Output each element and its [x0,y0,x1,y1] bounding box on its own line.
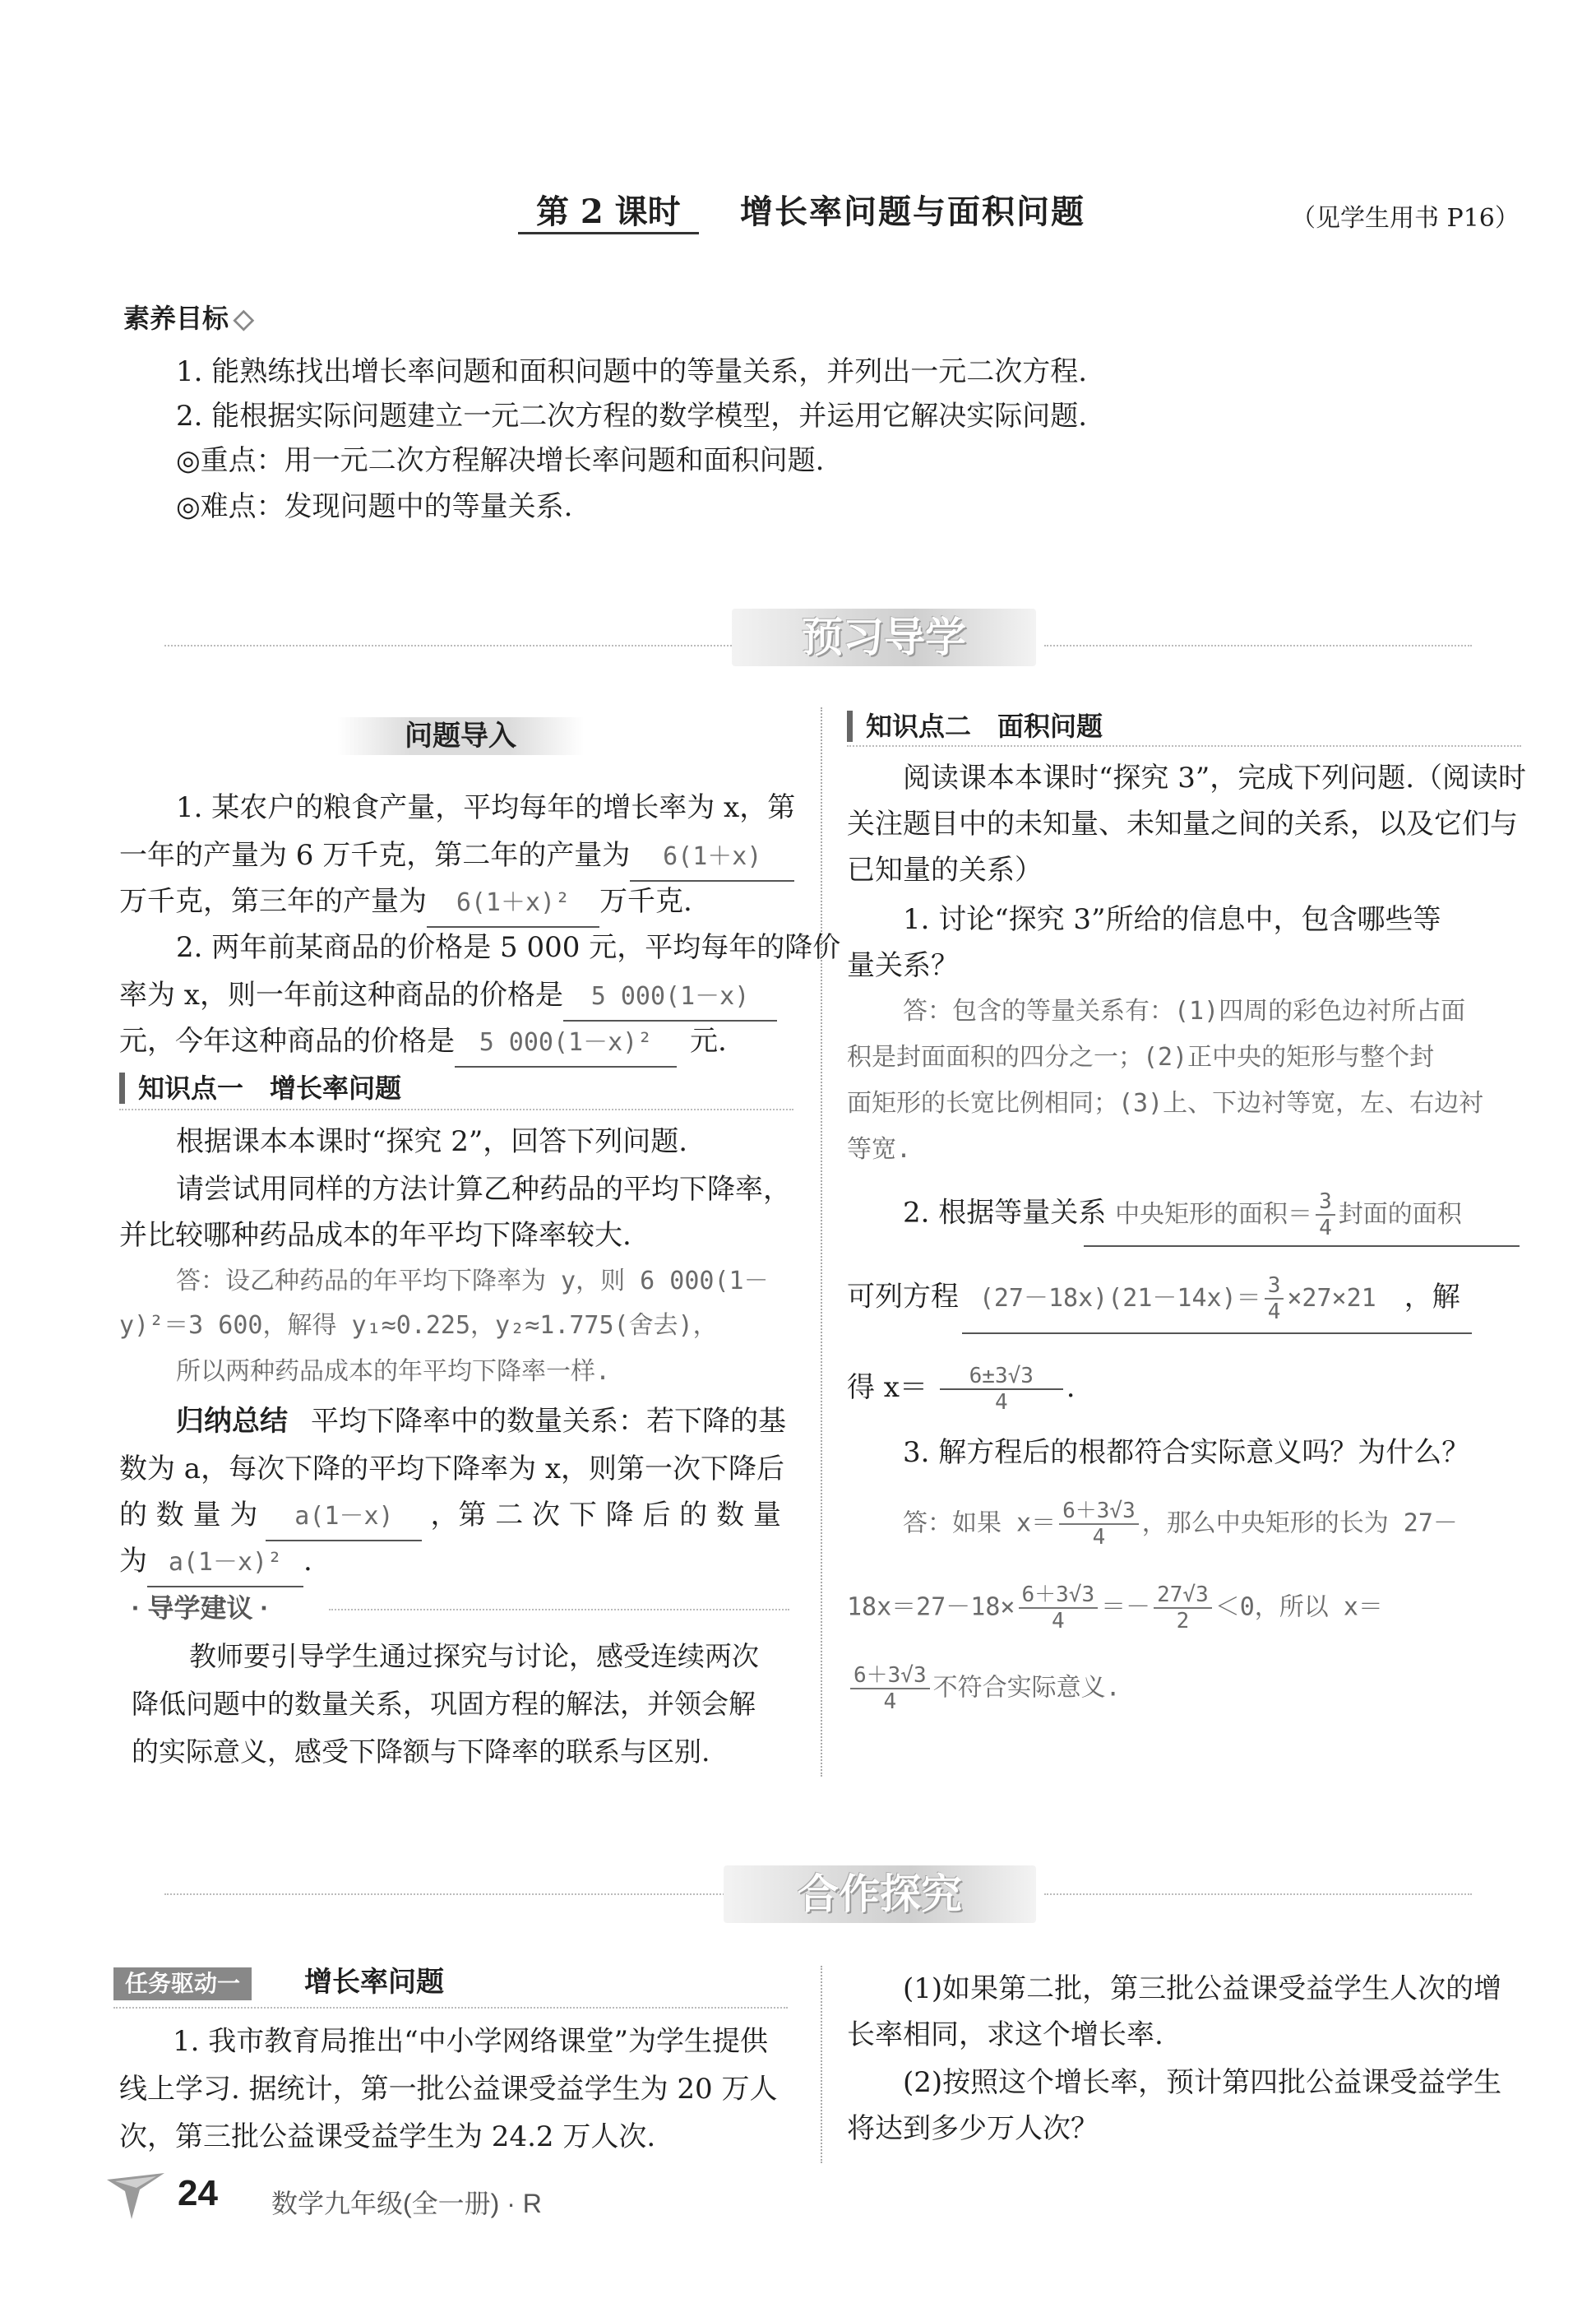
fraction-three-quarters-2: $\frac{3}{4}$ [1265,1273,1284,1324]
banner2-rule-right [1044,1893,1472,1895]
student-book-ref: （见学生用书 P16） [1291,204,1520,233]
kp2-a3-line3: $\frac{6+3√3}{4}$ 不符合实际意义. [847,1663,1121,1714]
column-divider [821,707,822,1777]
preview-banner: 预习导学 [732,609,1036,666]
q1-line2: 一年的产量为 6 万千克，第二年的产量为 6(1＋x) [119,832,794,882]
book-title: 数学九年级(全一册) · R [271,2189,542,2218]
kp2-q2-rule [1084,1245,1520,1247]
kp2-q2-line3: 得 x＝ $\frac{6\pm 3√3}{4}$ . [847,1364,1076,1415]
task-line1: 1. 我市教育局推出“中小学网络课堂”为学生提供 [173,2025,769,2058]
kp2-q1a: 1. 讨论“探究 3”所给的信息中，包含哪些等 [903,903,1441,936]
summary-line3: 的 数 量 为 a(1－x) ，第 二 次 下 降 后 的 数 量 [119,1492,781,1541]
kp1-para2a: 请尝试用同样的方法计算乙种药品的平均下降率， [176,1173,791,1206]
guide-line1: 教师要引导学生通过探究与讨论，感受连续两次 [189,1640,759,1672]
guide-line3: 的实际意义，感受下降额与下降率的联系与区别. [132,1735,710,1768]
kp2-a1a: 答：包含的等量关系有：(1)四周的彩色边衬所占面 [903,997,1466,1026]
fraction-root-3: $\frac{27√3}{2}$ [1154,1582,1212,1633]
kp2-q2-line1: 2. 根据等量关系 中央矩形的面积＝ $\frac{3}{4}$ 封面的面积 [903,1189,1462,1240]
q2-line1: 2. 两年前某商品的价格是 5 000 元，平均每年的降价 [176,931,841,964]
banner-rule-right [1044,645,1472,646]
arrow-icon: ◇ [234,304,254,333]
banner2-rule-left [164,1893,740,1895]
task-right-line1: (1)如果第二批，第三批公益课受益学生人次的增 [903,1972,1502,2005]
summary-answer-1: a(1－x) [266,1494,422,1541]
kp2-a3-line1: 答：如果 x＝ $\frac{6+3√3}{4}$ ，那么中央矩形的长为 27－ [903,1499,1458,1550]
kp2-q3: 3. 解方程后的根都符合实际意义吗？为什么？ [903,1436,1470,1469]
kp2-a1c: 面矩形的长宽比例相同；(3)上、下边衬等宽，左、右边衬 [847,1089,1484,1118]
task-line2: 线上学习. 据统计，第一批公益课受益学生为 20 万人 [119,2073,778,2106]
summary-label: 归纳总结 [176,1406,288,1437]
summary-answer-2: a(1－x)² [147,1540,303,1587]
goals-heading: 素养目标 ◇ [123,304,254,333]
kp1-para1: 根据课本本课时“探究 2”，回答下列问题. [176,1125,688,1158]
q2-line3: 元，今年这种商品的价格是 5 000(1－x)² 元. [119,1018,727,1068]
q1-answer-1: 6(1＋x) [630,834,794,882]
lesson-title: 增长率问题与面积问题 [740,192,1085,231]
task-column-divider [821,1966,822,2163]
lesson-number: 第 2 课时 [536,192,681,231]
goal-item-2: 2. 能根据实际问题建立一元二次方程的数学模型，并运用它解决实际问题. [176,400,1088,433]
goal-item-1: 1. 能熟练找出增长率问题和面积问题中的等量关系，并列出一元二次方程. [176,355,1088,388]
guide-label: · 导学建议 · [132,1593,270,1623]
banner-rule-left [164,645,732,646]
fraction-three-quarters: $\frac{3}{4}$ [1316,1189,1335,1240]
task-tag: 任务驱动一 [113,1967,252,2000]
fraction-root-2: $\frac{6+3√3}{4}$ [1019,1582,1099,1633]
kp2-a3-line2: 18x＝27－18× $\frac{6+3√3}{4}$ ＝－ $\frac{27√3}{2}$ ＜0，所以 x＝ [847,1582,1383,1633]
fraction-root-4: $\frac{6+3√3}{4}$ [850,1663,930,1714]
footer-corner-icon [107,2173,164,2219]
q1-line1: 1. 某农户的粮食产量，平均每年的增长率为 x，第 [176,791,796,824]
kp1-answer-1: 答：设乙种药品的年平均下降率为 y，则 6 000(1－ [176,1267,769,1295]
knowledge-point-2: 知识点二 面积问题 [847,711,1491,742]
q1-answer-2: 6(1＋x)² [427,880,599,928]
goal-key: ◎重点：用一元二次方程解决增长率问题和面积问题. [176,444,825,477]
kp2-q2-equation: (27－18x)(21－14x)＝ $\frac{3}{4}$ ×27×21 [978,1273,1376,1324]
kp2-q2-relation: 中央矩形的面积＝ $\frac{3}{4}$ 封面的面积 [1115,1189,1462,1240]
guide-line2: 降低问题中的数量关系，巩固方程的解法，并领会解 [132,1688,756,1720]
task-rule [113,2007,788,2009]
kp2-para-c: 已知量的关系） [847,854,1043,887]
fraction-root-1: $\frac{6+3√3}{4}$ [1059,1499,1139,1550]
lesson-header [518,183,1143,235]
task-right-line4: 将达到多少万人次？ [847,2112,1099,2145]
q2-answer-1: 5 000(1－x) [563,974,777,1022]
guide-rule [329,1609,789,1610]
q2-answer-2: 5 000(1－x)² [455,1020,677,1068]
kp1-answer-3: 所以两种药品成本的年平均下降率一样. [176,1357,611,1386]
summary-line4: 为 a(1－x)² . [119,1538,312,1587]
kp1-answer-2: y)²＝3 600，解得 y₁≈0.225，y₂≈1.775(舍去)， [119,1311,718,1340]
task-title: 增长率问题 [304,1967,444,1998]
goal-difficulty: ◎难点：发现问题中的等量关系. [176,490,573,523]
kp2-para-b: 关注题目中的未知量、未知量之间的关系，以及它们与 [847,808,1518,841]
page-number: 24 [178,2173,218,2213]
kp2-rule [847,745,1521,747]
intro-heading: 问题导入 [337,717,584,755]
task-right-line2: 长率相同，求这个增长率. [847,2018,1163,2051]
task-line3: 次，第三批公益课受益学生为 24.2 万人次. [119,2120,656,2153]
kp2-para-a: 阅读课本本课时“探究 3”，完成下列问题.（阅读时 [903,762,1527,795]
cooperate-banner: 合作探究 [724,1865,1036,1923]
summary-line2: 数为 a，每次下降的平均下降率为 x，则第一次下降后 [119,1453,785,1485]
kp2-q1b: 量关系？ [847,949,959,982]
q1-line3: 万千克，第三年的产量为 6(1＋x)² 万千克. [119,878,692,928]
kp2-a1b: 积是封面面积的四分之一；(2)正中央的矩形与整个封 [847,1043,1435,1072]
task-right-line3: (2)按照这个增长率，预计第四批公益课受益学生 [903,2066,1502,2099]
kp1-rule [119,1109,793,1110]
kp2-q2-eq-rule [962,1332,1472,1334]
kp2-q2-solution: $\frac{6\pm 3√3}{4}$ [940,1364,1063,1415]
knowledge-point-1: 知识点一 增长率问题 [119,1073,796,1104]
kp2-a1d: 等宽. [847,1135,912,1164]
q2-line2: 率为 x，则一年前这种商品的价格是 5 000(1－x) [119,972,777,1022]
kp2-q2-line2: 可列方程 (27－18x)(21－14x)＝ $\frac{3}{4}$ ×27×21 ，解 [847,1273,1460,1324]
header-underline [518,232,699,234]
kp1-para2b: 并比较哪种药品成本的年平均下降率较大. [119,1219,631,1252]
summary-line1: 归纳总结 平均下降率中的数量关系：若下降的基 [176,1405,786,1438]
